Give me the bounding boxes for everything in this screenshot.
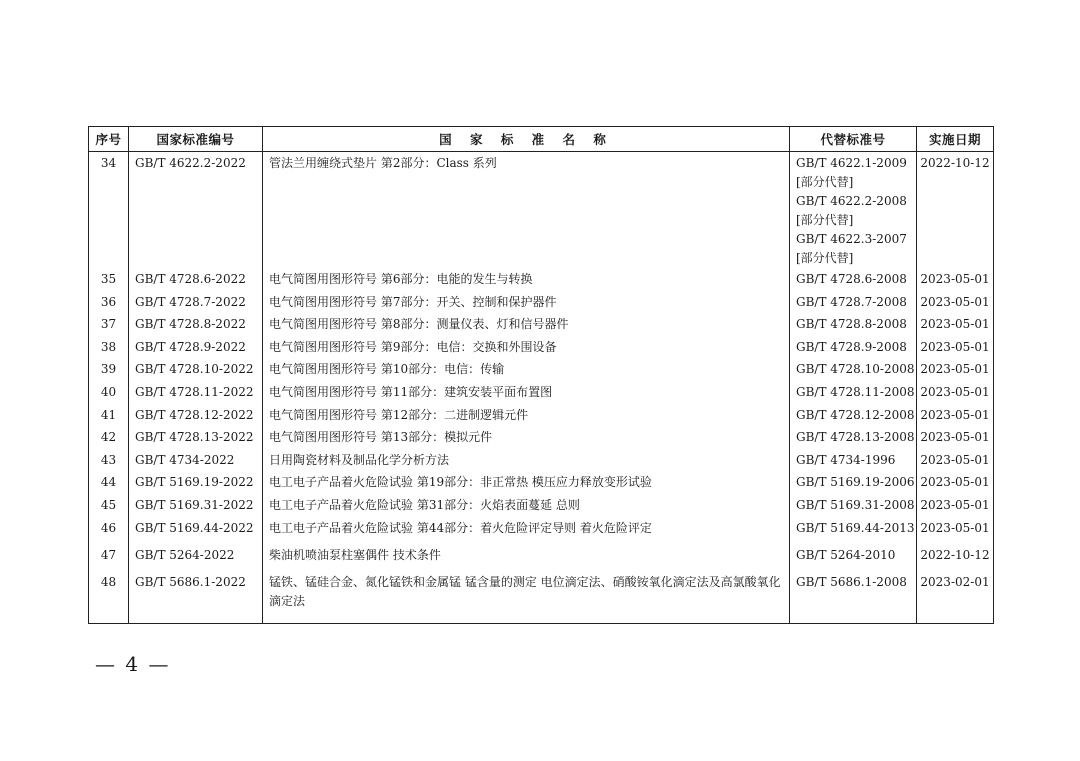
replaced-standard-cell xyxy=(790,404,917,427)
standard-code-cell: GB/T 4728.7-2022 xyxy=(129,291,263,314)
effective-date-cell: 2023-05-01 xyxy=(917,426,994,449)
replaced-standard-line: GB/T 4622.1-2009 xyxy=(796,156,907,170)
effective-date-cell: 2023-05-01 xyxy=(917,471,994,494)
standard-code-cell: GB/T 5264-2022 xyxy=(129,539,263,569)
effective-date-cell: 2023-05-01 xyxy=(917,358,994,381)
replaced-standard-line: GB/T 5169.19-2006 xyxy=(796,475,915,490)
serial-cell: 34 xyxy=(89,152,129,269)
standard-name-cell: 日用陶瓷材料及制品化学分析方法 xyxy=(263,449,790,472)
table-row xyxy=(89,494,994,517)
replaced-standard-cell xyxy=(790,313,917,336)
standard-code-cell: GB/T 4728.11-2022 xyxy=(129,381,263,404)
serial-cell: 46 xyxy=(89,517,129,540)
replaced-standard-cell xyxy=(790,426,917,449)
replaced-standard-cell xyxy=(790,268,917,291)
standard-code-cell: GB/T 4728.12-2022 xyxy=(129,404,263,427)
page-number: — 4 — xyxy=(95,652,171,676)
serial-cell: 36 xyxy=(89,291,129,314)
replaced-standard-cell xyxy=(790,291,917,314)
replaced-standard-cell xyxy=(790,449,917,472)
effective-date-cell: 2023-02-01 xyxy=(917,569,994,623)
table-row xyxy=(89,471,994,494)
standard-code-cell: GB/T 4728.9-2022 xyxy=(129,336,263,359)
standard-name-cell: 管法兰用缠绕式垫片 第2部分：Class 系列 xyxy=(263,152,790,269)
replaced-standard-cell xyxy=(790,336,917,359)
serial-cell: 48 xyxy=(89,569,129,623)
table-row xyxy=(89,404,994,427)
replaced-standard-cell xyxy=(790,517,917,540)
replaced-standard-line: GB/T 4728.13-2008 xyxy=(796,430,915,445)
replaced-standard-line: GB/T 4728.12-2008 xyxy=(796,407,915,422)
replaced-standard-line: GB/T 5169.44-2013 xyxy=(796,520,915,535)
serial-cell: 47 xyxy=(89,539,129,569)
replaced-standard-cell xyxy=(790,152,917,269)
table-row xyxy=(89,517,994,540)
standard-name-cell: 电工电子产品着火危险试验 第44部分：着火危险评定导则 着火危险评定 xyxy=(263,517,790,540)
standard-code-cell: GB/T 5169.44-2022 xyxy=(129,517,263,540)
effective-date-cell: 2023-05-01 xyxy=(917,381,994,404)
serial-cell: 43 xyxy=(89,449,129,472)
replaced-standard-cell xyxy=(790,569,917,623)
standard-code-cell: GB/T 5169.31-2022 xyxy=(129,494,263,517)
replaced-standard-line: GB/T 4728.7-2008 xyxy=(796,294,907,309)
replaced-standard-line: [部分代替] xyxy=(796,251,854,265)
replaced-standard-line: GB/T 5686.1-2008 xyxy=(796,575,907,590)
standard-code-cell: GB/T 4728.8-2022 xyxy=(129,313,263,336)
standard-name-cell: 电工电子产品着火危险试验 第31部分：火焰表面蔓延 总则 xyxy=(263,494,790,517)
effective-date-cell: 2023-05-01 xyxy=(917,313,994,336)
replaced-standard-cell xyxy=(790,471,917,494)
serial-cell: 45 xyxy=(89,494,129,517)
standard-name-cell: 电气简图用图形符号 第6部分：电能的发生与转换 xyxy=(263,268,790,291)
table-row xyxy=(89,291,994,314)
standard-code-cell: GB/T 4728.6-2022 xyxy=(129,268,263,291)
standard-code-cell: GB/T 5169.19-2022 xyxy=(129,471,263,494)
effective-date-cell: 2023-05-01 xyxy=(917,404,994,427)
replaced-standard-line: GB/T 5264-2010 xyxy=(796,548,896,563)
header-standard-name: 国 家 标 准 名 称 xyxy=(263,127,790,152)
standard-name-cell: 电气简图用图形符号 第13部分：模拟元件 xyxy=(263,426,790,449)
replaced-standard-line: GB/T 4622.2-2008 xyxy=(796,194,907,208)
replaced-standard-line: GB/T 4622.3-2007 xyxy=(796,232,907,246)
effective-date-cell: 2023-05-01 xyxy=(917,517,994,540)
table-row xyxy=(89,336,994,359)
replaced-standard-line: GB/T 4728.8-2008 xyxy=(796,317,907,332)
replaced-standard-cell xyxy=(790,381,917,404)
table-row xyxy=(89,152,994,269)
standard-name-cell: 电气简图用图形符号 第11部分：建筑安装平面布置图 xyxy=(263,381,790,404)
effective-date-cell: 2023-05-01 xyxy=(917,336,994,359)
replaced-standard-cell xyxy=(790,494,917,517)
table-row xyxy=(89,449,994,472)
serial-cell: 41 xyxy=(89,404,129,427)
table-header-row xyxy=(89,127,994,152)
standard-name-cell: 柴油机喷油泵柱塞偶件 技术条件 xyxy=(263,539,790,569)
standard-code-cell: GB/T 4622.2-2022 xyxy=(129,152,263,269)
effective-date-cell: 2022-10-12 xyxy=(917,152,994,269)
replaced-standard-line: GB/T 4728.6-2008 xyxy=(796,272,907,286)
replaced-standard-line: [部分代替] xyxy=(796,213,854,227)
standard-code-cell: GB/T 4734-2022 xyxy=(129,449,263,472)
standard-name-cell: 电气简图用图形符号 第7部分：开关、控制和保护器件 xyxy=(263,291,790,314)
standard-name-cell: 电气简图用图形符号 第10部分：电信：传输 xyxy=(263,358,790,381)
effective-date-cell: 2023-05-01 xyxy=(917,291,994,314)
serial-cell: 35 xyxy=(89,268,129,291)
replaced-standard-line: [部分代替] xyxy=(796,175,854,189)
standard-code-cell: GB/T 5686.1-2022 xyxy=(129,569,263,623)
table-row xyxy=(89,268,994,291)
header-effective-date: 实施日期 xyxy=(917,127,994,152)
standards-table xyxy=(88,126,994,624)
replaced-standard-line: GB/T 4728.10-2008 xyxy=(796,362,915,377)
standard-name-cell: 电气简图用图形符号 第12部分：二进制逻辑元件 xyxy=(263,404,790,427)
serial-cell: 40 xyxy=(89,381,129,404)
serial-cell: 38 xyxy=(89,336,129,359)
table-row xyxy=(89,381,994,404)
replaced-standard-line: GB/T 4734-1996 xyxy=(796,452,896,467)
table-row xyxy=(89,539,994,569)
standard-code-cell: GB/T 4728.10-2022 xyxy=(129,358,263,381)
serial-cell: 39 xyxy=(89,358,129,381)
effective-date-cell: 2023-05-01 xyxy=(917,268,994,291)
effective-date-cell: 2023-05-01 xyxy=(917,449,994,472)
serial-cell: 44 xyxy=(89,471,129,494)
table-row xyxy=(89,313,994,336)
replaced-standard-cell xyxy=(790,358,917,381)
table-row xyxy=(89,426,994,449)
standard-name-cell: 电气简图用图形符号 第9部分：电信：交换和外围设备 xyxy=(263,336,790,359)
standard-name-cell: 电工电子产品着火危险试验 第19部分：非正常热 模压应力释放变形试验 xyxy=(263,471,790,494)
effective-date-cell: 2023-05-01 xyxy=(917,494,994,517)
header-replaced-standard: 代替标准号 xyxy=(790,127,917,152)
standard-name-cell: 锰铁、锰硅合金、氮化锰铁和金属锰 锰含量的测定 电位滴定法、硝酸铵氧化滴定法及高氯酸氧化滴定法 xyxy=(263,569,790,623)
standard-code-cell: GB/T 4728.13-2022 xyxy=(129,426,263,449)
effective-date-cell: 2022-10-12 xyxy=(917,539,994,569)
standard-name-cell: 电气简图用图形符号 第8部分：测量仪表、灯和信号器件 xyxy=(263,313,790,336)
replaced-standard-cell xyxy=(790,539,917,569)
replaced-standard-line: GB/T 4728.11-2008 xyxy=(796,384,915,399)
replaced-standard-line: GB/T 4728.9-2008 xyxy=(796,339,907,354)
header-standard-code: 国家标准编号 xyxy=(129,127,263,152)
header-serial: 序号 xyxy=(89,127,129,152)
serial-cell: 42 xyxy=(89,426,129,449)
serial-cell: 37 xyxy=(89,313,129,336)
replaced-standard-line: GB/T 5169.31-2008 xyxy=(796,497,915,512)
table-row xyxy=(89,358,994,381)
table-row xyxy=(89,569,994,623)
